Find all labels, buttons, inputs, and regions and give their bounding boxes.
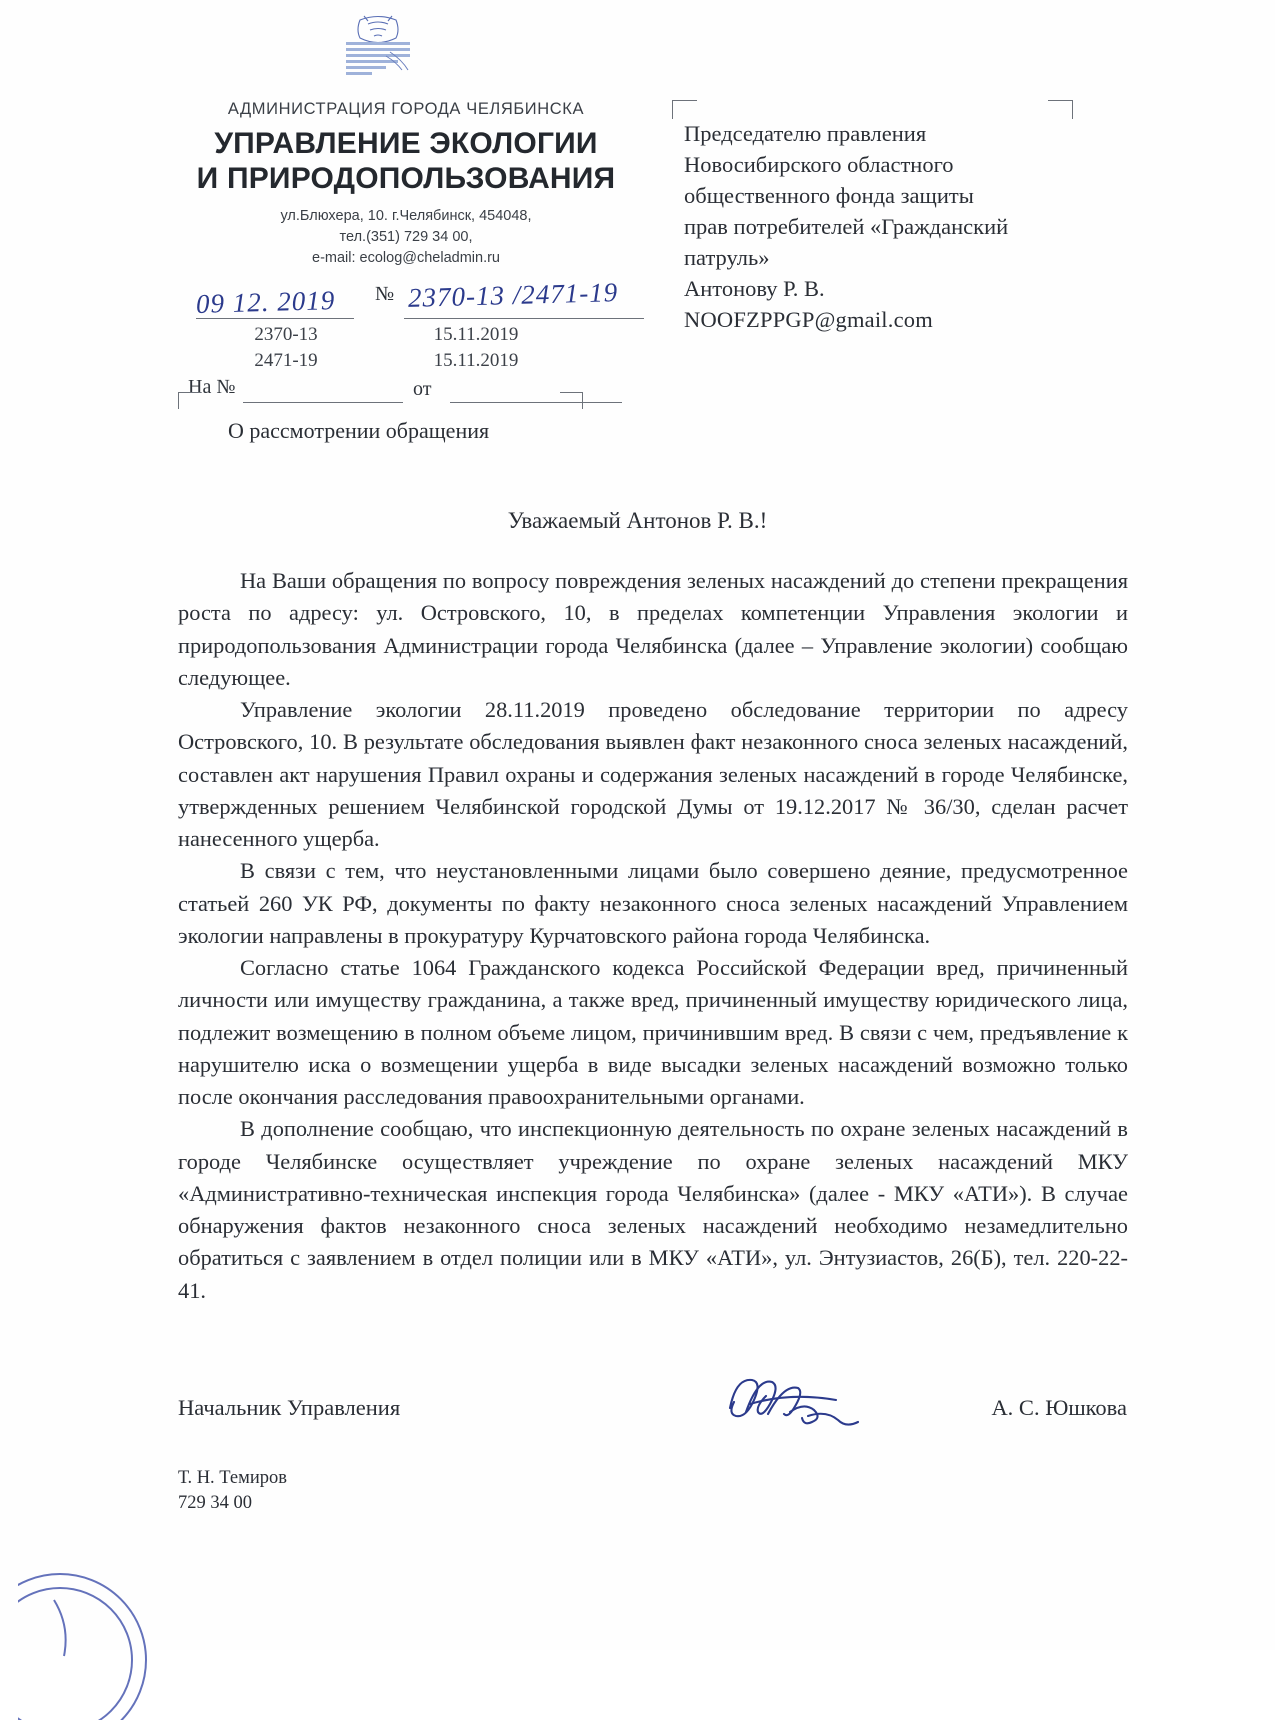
subject-bracket-right <box>560 392 583 409</box>
department-name-line2: И ПРИРОДОПОЛЬЗОВАНИЯ <box>196 162 616 196</box>
addressee-block <box>684 118 1084 335</box>
document-body <box>178 565 1128 1307</box>
table-row <box>196 322 656 348</box>
addressee-line-2: Новосибирского областного <box>684 152 954 178</box>
na-underline <box>243 402 403 403</box>
org-address: ул.Блюхера, 10. г.Челябинск, 454048, <box>280 207 532 224</box>
executor-phone: 729 34 00 <box>178 1492 252 1513</box>
registration-number-rule <box>404 318 644 319</box>
body-paragraph: В дополнение сообщаю, что инспекционную деятельность по охране зеленых насаждений в городе Челябинске осуществляет учреждение по охране зеленых насаждений МКУ «Административно-техническая инспекция города Челябинска» (далее - МКУ «АТИ»). В случае обнаружения фактов незаконного сноса зеленых насаждений необходимо незамедлительно обратиться с заявлением в отдел полиции или в МКУ «АТИ», ул. Энтузиастов, 26(Б), тел. 220-22-41. <box>178 1116 1128 1303</box>
administration-name: АДМИНИСТРАЦИЯ ГОРОДА ЧЕЛЯБИНСКА <box>227 100 585 118</box>
reg-number: 2471-19 <box>254 349 318 371</box>
addressee-bracket-left <box>672 100 697 119</box>
registration-date-handwritten: 09 12. 2019 <box>195 285 336 319</box>
registration-number-label: № <box>375 283 396 305</box>
coat-of-arms-icon <box>330 12 426 88</box>
registration-number-handwritten: 2370-13 /2471-19 <box>407 277 619 313</box>
letterhead <box>196 100 616 269</box>
body-paragraph: На Ваши обращения по вопросу повреждения зеленых насаждений до степени прекращения роста по адресу: ул. Островского, 10, в пределах компетенции Управления экологии и природопользования Администрации города Челябинска (далее – Управление экологии) сообщаю следующее. <box>178 568 1128 690</box>
org-phone: тел.(351) 729 34 00, <box>339 228 473 245</box>
document-subject: О рассмотрении обращения <box>228 418 490 443</box>
addressee-line-3: общественного фонда защиты <box>684 183 974 209</box>
signatory-name: А. С. Юшкова <box>991 1395 1127 1420</box>
reg-number: 2370-13 <box>254 324 318 345</box>
reg-date: 15.11.2019 <box>433 349 519 371</box>
addressee-bracket-right <box>1048 100 1073 119</box>
stamp-icon <box>18 1540 198 1720</box>
department-name-line1: УПРАВЛЕНИЕ ЭКОЛОГИИ <box>214 127 598 160</box>
body-paragraph: Согласно статье 1064 Гражданского кодекса Российской Федерации вред, причиненный личности или имуществу гражданина, а также вред, причиненный имуществу юридического лица, подлежит возмещению в полном объеме лицом, причинившим вред. В связи с чем, предъявление к нарушителю иска о возмещении ущерба в виде высадки зеленых насаждений возможно только после окончания расследования правоохранительными органами. <box>178 955 1128 1109</box>
executor-name: Т. Н. Темиров <box>178 1468 287 1488</box>
addressee-person: Антонову Р. В. <box>684 276 825 302</box>
na-label: На № <box>188 376 236 398</box>
addressee-line-1: Председателю правления <box>684 121 927 146</box>
org-email: e-mail: ecolog@cheladmin.ru <box>312 249 500 266</box>
registration-date-rule <box>196 318 354 319</box>
subject-bracket-left <box>178 392 201 409</box>
addressee-line-4: прав потребителей «Гражданский <box>684 214 1009 240</box>
ot-label: от <box>413 378 432 400</box>
reg-date: 15.11.2019 <box>433 324 519 345</box>
signatory-title: Начальник Управления <box>178 1395 401 1420</box>
addressee-line-5: патруль» <box>684 245 770 271</box>
salutation: Уважаемый Антонов Р. В.! <box>507 508 768 533</box>
ot-underline <box>450 402 622 403</box>
executor-block <box>178 1466 287 1516</box>
addressee-email: NOOFZPPGP@gmail.com <box>684 307 933 333</box>
table-row <box>196 348 656 374</box>
signature-icon <box>720 1368 890 1434</box>
registration-rows <box>196 322 656 373</box>
body-paragraph: В связи с тем, что неустановленными лицами было совершено деяние, предусмотренное статьей 260 УК РФ, документы по факту незаконного сноса зеленых насаждений Управлением экологии направлены в прокуратуру Курчатовского района города Челябинска. <box>178 858 1128 948</box>
body-paragraph: Управление экологии 28.11.2019 проведено обследование территории по адресу Островского, 10. В результате обследования выявлен факт незаконного сноса зеленых насаждений, составлен акт нарушения Правил охраны и содержания зеленых насаждений в городе Челябинске, утвержденных решением Челябинской городской Думы от 19.12.2017 № 36/30, сделан расчет нанесенного ущерба. <box>178 697 1128 851</box>
